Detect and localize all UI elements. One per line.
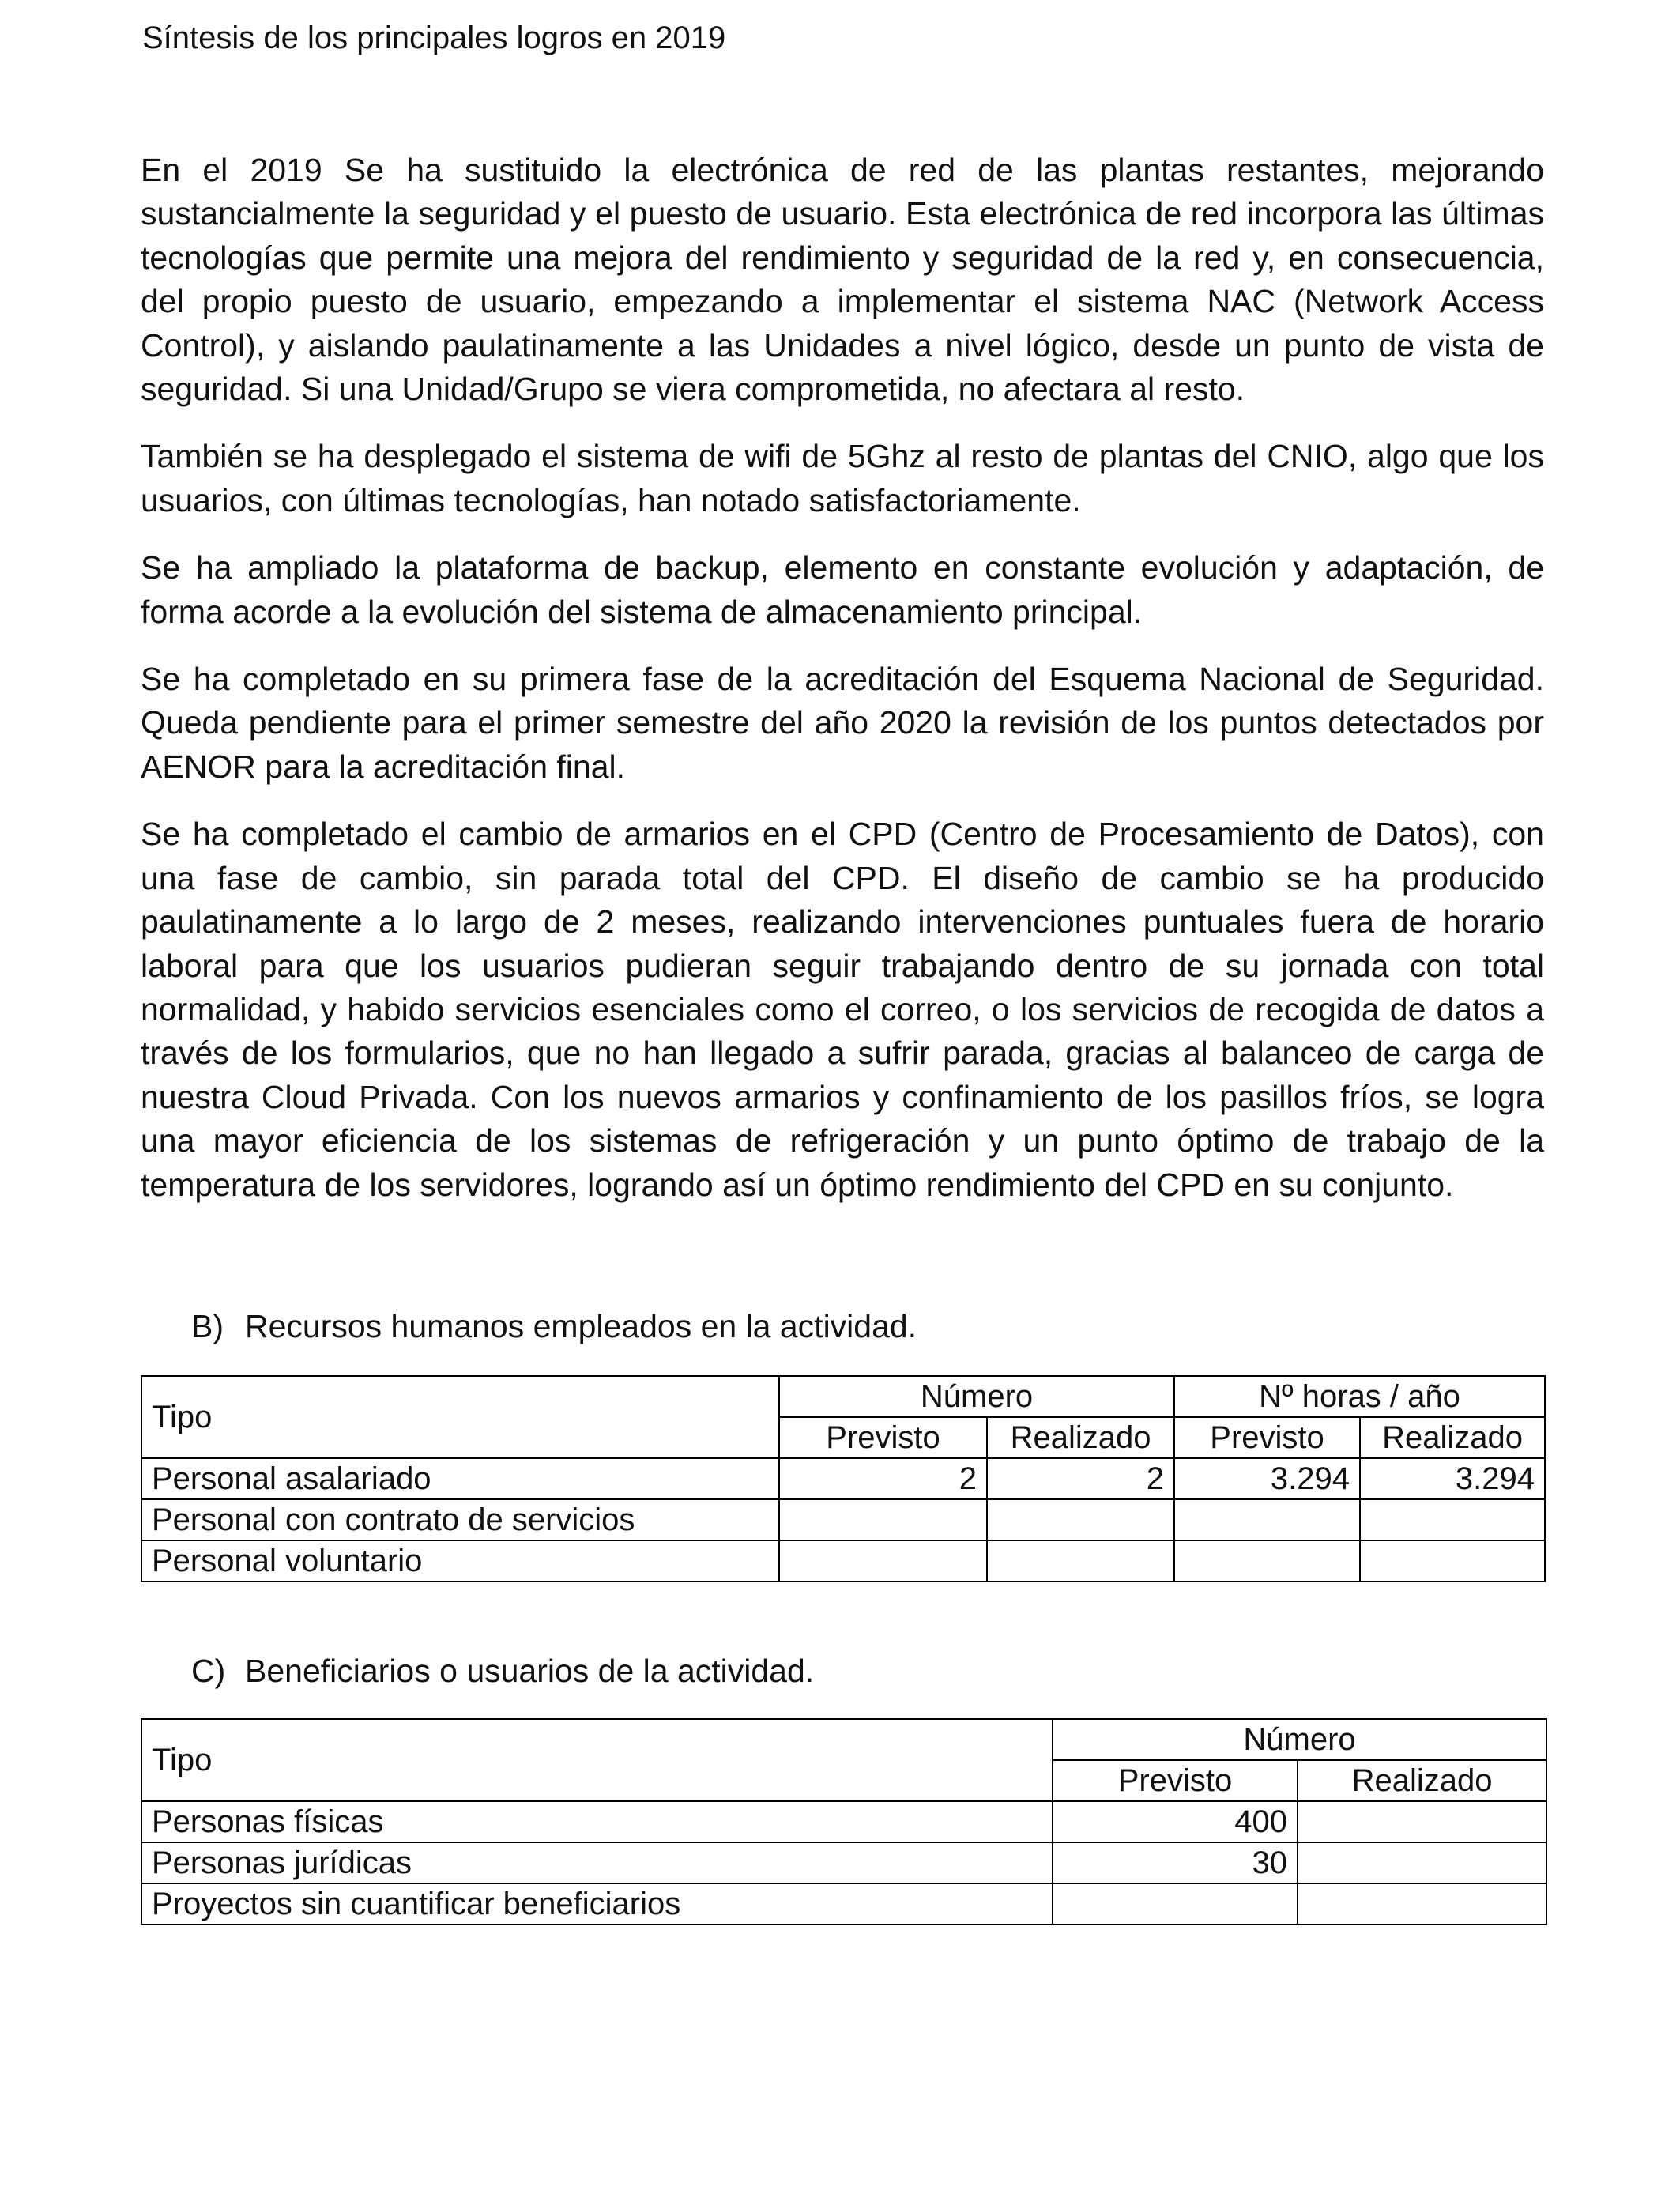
table-row — [141, 1842, 1546, 1883]
row-label: Personas físicas — [141, 1801, 1053, 1842]
table-header-previsto: Previsto — [1174, 1417, 1360, 1458]
table-cell — [987, 1540, 1174, 1581]
table-cell — [987, 1499, 1174, 1540]
paragraph-wifi: También se ha desplegado el sistema de wifi de 5Ghz al resto de plantas del CNIO, algo que los usuarios, con últimas tecnologías, han notado satisfactoriamente. — [141, 438, 1544, 518]
table-header-numero: Número — [1053, 1719, 1546, 1760]
table-header-horas: Nº horas / año — [1174, 1376, 1545, 1417]
table-header-row — [141, 1376, 1545, 1417]
section-b-heading — [191, 1306, 917, 1347]
table-cell — [1053, 1883, 1298, 1924]
human-resources-table — [141, 1375, 1546, 1582]
table-header-realizado: Realizado — [1360, 1417, 1545, 1458]
table-cell — [1298, 1883, 1546, 1924]
table-header-realizado: Realizado — [987, 1417, 1174, 1458]
row-label: Proyectos sin cuantificar beneficiarios — [141, 1883, 1053, 1924]
table-row — [141, 1540, 1545, 1581]
paragraph-network: En el 2019 Se ha sustituido la electrónica de red de las plantas restantes, mejorando sustancialmente la seguridad y el puesto de usuario. Esta electrónica de red incorpora las últimas tecnologías que permite una mejora del rendimiento y seguridad de la red y, en consecuencia, del propio puesto de usuario, empezando a implementar el sistema NAC (Network Access Control), y aislando paulatinamente a las Unidades a nivel lógico, desde un punto de vista de seguridad. Si una Unidad/Grupo se viera comprometida, no afectara al resto. — [141, 152, 1544, 408]
section-b-letter: B) — [191, 1308, 224, 1344]
table-row — [141, 1883, 1546, 1924]
paragraph-ens: Se ha completado en su primera fase de la acreditación del Esquema Nacional de Seguridad. Queda pendiente para el primer semestre del año 2020 la revisión de los puntos detectados por AENOR para la acreditación final. — [141, 661, 1544, 785]
table-cell — [1174, 1540, 1360, 1581]
body-text — [141, 149, 1544, 1231]
table-header-tipo: Tipo — [141, 1719, 1053, 1801]
table-row — [141, 1801, 1546, 1842]
table-header-tipo: Tipo — [141, 1376, 779, 1458]
section-c-heading — [191, 1650, 814, 1691]
table-header-numero: Número — [779, 1376, 1174, 1417]
row-label: Personal asalariado — [141, 1458, 779, 1499]
section-c-letter: C) — [191, 1653, 226, 1689]
row-label: Personal voluntario — [141, 1540, 779, 1581]
table-cell — [779, 1499, 987, 1540]
table-header-previsto: Previsto — [1053, 1760, 1298, 1801]
section-c-title: Beneficiarios o usuarios de la actividad. — [245, 1653, 815, 1689]
table-cell — [1360, 1540, 1545, 1581]
table-header-row — [141, 1719, 1546, 1760]
paragraph-cpd: Se ha completado el cambio de armarios en el CPD (Centro de Procesamiento de Datos), con una fase de cambio, sin parada total del CPD. El diseño de cambio se ha producido paulatinamente a lo largo de 2 meses, realizando intervenciones puntuales fuera de horario laboral para que los usuarios pudieran seguir trabajando dentro de su jornada con total normalidad, y habido servicios esenciales como el correo, o los servicios de recogida de datos a través de los formularios, que no han llegado a sufrir parada, gracias al balanceo de carga de nuestra Cloud Privada. Con los nuevos armarios y confinamiento de los pasillos fríos, se logra una mayor eficiencia de los sistemas de refrigeración y un punto óptimo de trabajo de la temperatura de los servidores, logrando así un óptimo rendimiento del CPD en su conjunto. — [141, 816, 1544, 1203]
paragraph-backup: Se ha ampliado la plataforma de backup, elemento en constante evolución y adaptación, de forma acorde a la evolución del sistema de almacenamiento principal. — [141, 549, 1544, 630]
table-header-previsto: Previsto — [779, 1417, 987, 1458]
table-cell: 30 — [1053, 1842, 1298, 1883]
table-cell — [779, 1540, 987, 1581]
table-cell — [1360, 1499, 1545, 1540]
row-label: Personas jurídicas — [141, 1842, 1053, 1883]
page-header: Síntesis de los principales logros en 2019 — [142, 21, 726, 55]
table-cell — [1298, 1801, 1546, 1842]
table-row — [141, 1499, 1545, 1540]
section-b-title: Recursos humanos empleados en la actividad. — [245, 1308, 917, 1344]
table-cell — [1298, 1842, 1546, 1883]
table-cell — [1174, 1499, 1360, 1540]
table-row — [141, 1458, 1545, 1499]
beneficiaries-table — [141, 1718, 1547, 1925]
table-cell: 3.294 — [1174, 1458, 1360, 1499]
table-cell: 3.294 — [1360, 1458, 1545, 1499]
table-cell: 2 — [779, 1458, 987, 1499]
table-cell: 400 — [1053, 1801, 1298, 1842]
table-cell: 2 — [987, 1458, 1174, 1499]
row-label: Personal con contrato de servicios — [141, 1499, 779, 1540]
table-header-realizado: Realizado — [1298, 1760, 1546, 1801]
